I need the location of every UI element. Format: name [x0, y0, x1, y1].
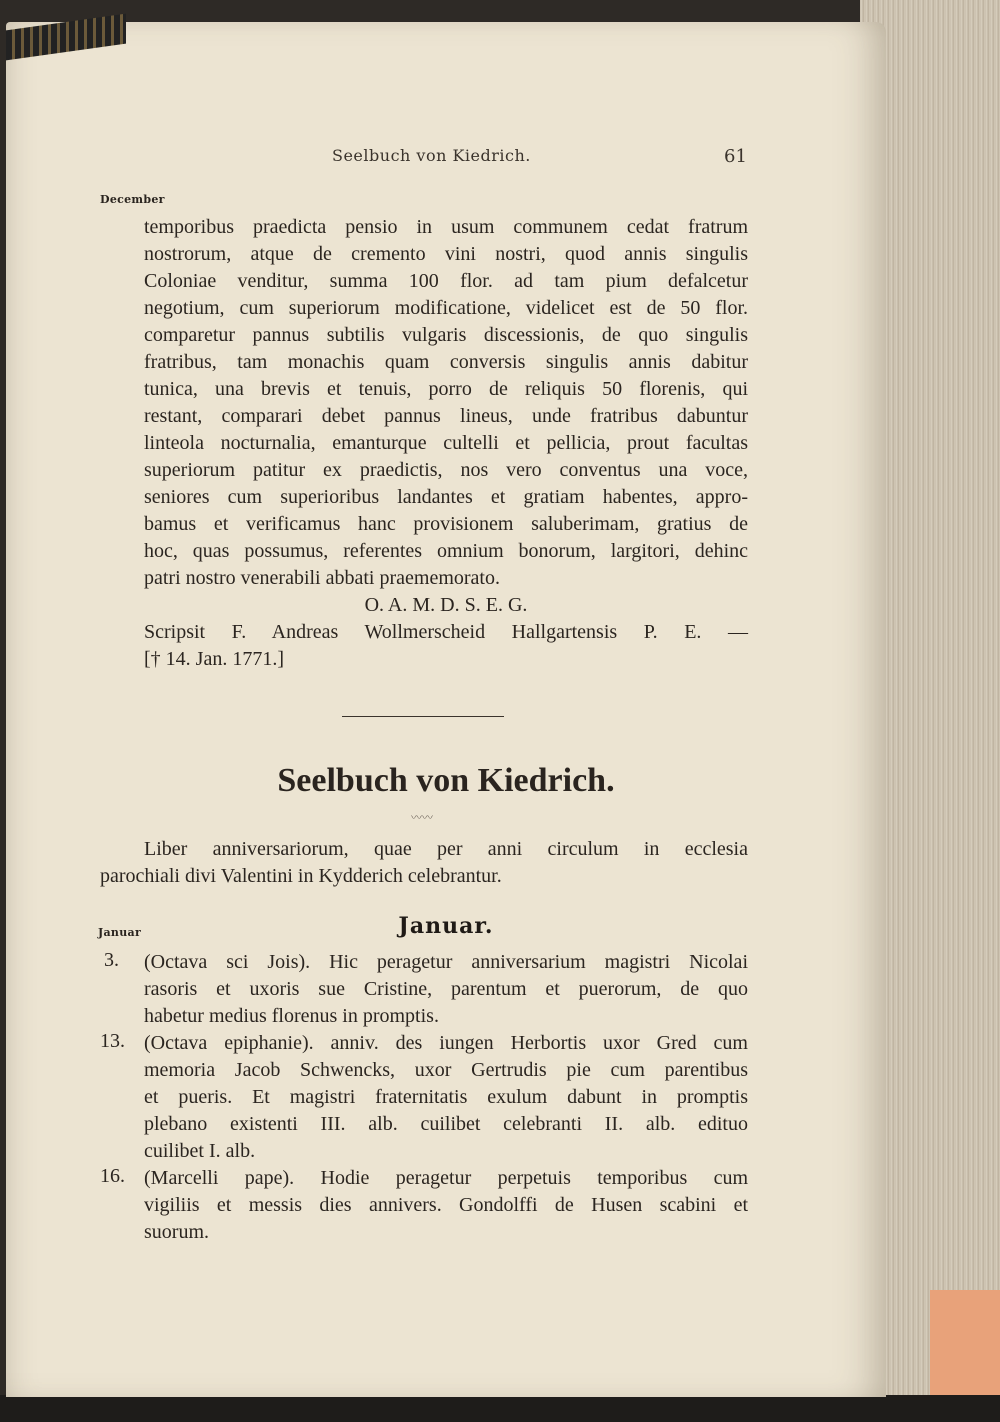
entry-line: (Marcelli pape). Hodie peragetur perpetuis temporibus cum [144, 1167, 748, 1189]
list-item [144, 1030, 748, 1165]
month-heading: Januar. [398, 913, 494, 939]
entry-number: 13. [100, 1030, 125, 1052]
section-divider [342, 716, 504, 717]
entries-list [144, 949, 748, 1246]
page-number: 61 [724, 146, 747, 167]
list-item [144, 1165, 748, 1246]
entry-line: suorum. [144, 1221, 209, 1243]
entry-line: et pueris. Et magistri fraternitatis exulum dabunt in promptis [144, 1086, 748, 1108]
text-line: Coloniae venditur, summa 100 flor. ad tam pium defalcetur [144, 270, 748, 292]
entry-line: (Octava epiphanie). anniv. des iungen Herbortis uxor Gred cum [144, 1032, 748, 1054]
title-ornament: 〰〰 [411, 811, 433, 824]
date-line: [† 14. Jan. 1771.] [144, 648, 284, 670]
intro-line: parochiali divi Valentini in Kydderich celebrantur. [100, 865, 502, 887]
entry-line: vigiliis et messis dies annivers. Gondolffi de Husen scabini et [144, 1194, 748, 1216]
text-line: superiorum patitur ex praedictis, nos vero conventus una voce, [144, 459, 748, 481]
text-line: restant, comparari debet pannus lineus, unde fratribus dabuntur [144, 405, 748, 427]
text-line: comparetur pannus subtilis vulgaris discessionis, de quo singulis [144, 324, 748, 346]
intro-text-continued [100, 863, 748, 890]
intro-text [144, 836, 748, 863]
text-line: temporibus praedicta pensio in usum communem cedat fratrum [144, 216, 748, 238]
intro-line: Liber anniversariorum, quae per anni circulum in ecclesia [144, 838, 748, 860]
margin-note-januar: Januar [98, 926, 142, 939]
text-line: hoc, quas possumus, referentes omnium bonorum, largitori, dehinc [144, 540, 748, 562]
text-line: bamus et verificamus hanc provisionem saluberimam, gratius de [144, 513, 748, 535]
scripsit-line: Scripsit F. Andreas Wollmerscheid Hallgartensis P. E. — [144, 621, 748, 643]
list-item [144, 949, 748, 1030]
table-shadow [0, 1395, 1000, 1422]
running-head: Seelbuch von Kiedrich. [332, 146, 531, 165]
entry-line: (Octava sci Jois). Hic peragetur anniversarium magistri Nicolai [144, 951, 748, 973]
entry-line: habetur medius florenus in promptis. [144, 1005, 439, 1027]
text-line: nostrorum, atque de cremento vini nostri, quod annis singulis [144, 243, 748, 265]
entry-number: 3. [104, 949, 119, 971]
text-line: linteola nocturnalia, emanturque cultelli et pellicia, prout facultas [144, 432, 748, 454]
entry-number: 16. [100, 1165, 125, 1187]
entry-line: plebano existenti III. alb. cuilibet celebranti II. alb. edituo [144, 1113, 748, 1135]
text-line: tunica, una brevis et tenuis, porro de reliquis 50 florenis, qui [144, 378, 748, 400]
text-line: negotium, cum superiorum modificatione, videlicet est de 50 flor. [144, 297, 748, 319]
section-title: Seelbuch von Kiedrich. [277, 762, 615, 799]
binding-stitches [6, 14, 126, 61]
text-line: seniores cum superioribus landantes et gratiam habentes, appro- [144, 486, 748, 508]
entry-line: rasoris et uxoris sue Cristine, parentum et puerorum, de quo [144, 978, 748, 1000]
margin-note-december: December [100, 193, 165, 206]
signoff: O. A. M. D. S. E. G. [364, 594, 528, 616]
entry-line: cuilibet I. alb. [144, 1140, 256, 1162]
text-line: patri nostro venerabili abbati praememorato. [144, 567, 500, 589]
entry-line: memoria Jacob Schwencks, uxor Gertrudis pie cum parentibus [144, 1059, 748, 1081]
text-line: fratribus, tam monachis quam conversis singulis annis dabitur [144, 351, 748, 373]
top-section-text [144, 214, 748, 673]
